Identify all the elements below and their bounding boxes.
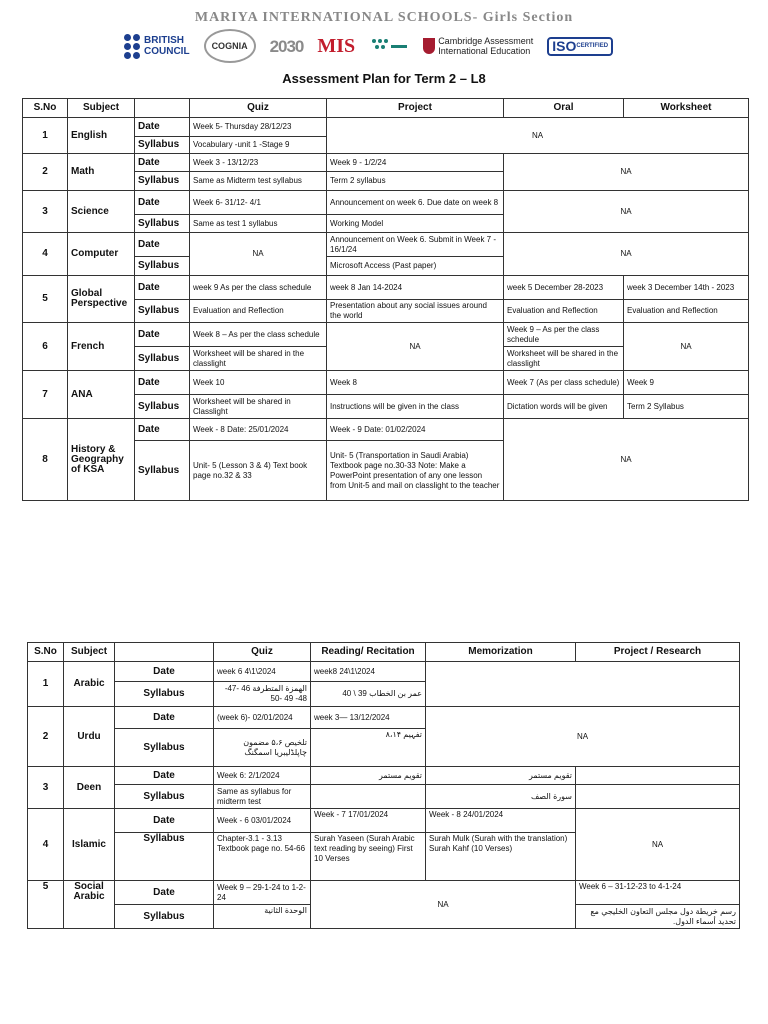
table-row: Syllabus Unit- 5 (Lesson 3 & 4) Text book page no.32 & 33 Unit- 5 (Transportation in Saudi Arabia) Textbook page no.30-33 Note: Make a PowerPoint presentation of any one lesson from Unit-5 and mail on classlight to the teacher: [23, 441, 749, 501]
table-row: 2 Math Date Week 3 - 13/12/23 Week 9 - 1/2/24 NA: [23, 154, 749, 172]
table-row: 3 Deen Date Week 6: 2/1/2024 تقویم مستمر تقویم مستمر: [28, 767, 740, 785]
table-row: Syllabus Same as test 1 syllabus Working Model: [23, 215, 749, 233]
table-row: 1 Arabic Date week 6 4\1\2024 week8 24\1\2024: [28, 662, 740, 682]
table-row: Syllabus تلخیص ۵،۶ مضمون چاپلڈلیبریا اسمگنگ تفہیم ۸،۱۴: [28, 729, 740, 767]
table-row: Syllabus Same as syllabus for midterm test سورة الصف: [28, 785, 740, 809]
table-row: 7 ANA Date Week 10 Week 8 Week 7 (As per class schedule) Week 9: [23, 371, 749, 395]
table-row: 4 Computer Date NA Announcement on Week 6. Submit in Week 7 - 16/1/24 NA: [23, 233, 749, 257]
table-row: Syllabus Same as Midterm test syllabus Term 2 syllabus: [23, 172, 749, 191]
table-row: 4 Islamic Date Week - 6 03/01/2024 Week - 7 17/01/2024 Week - 8 24/01/2024 NA: [28, 809, 740, 833]
table-row: 1 English Date Week 5- Thursday 28/12/23 NA: [23, 118, 749, 137]
table-row: Syllabus Vocabulary -unit 1 -Stage 9: [23, 137, 749, 154]
table-row: Syllabus Microsoft Access (Past paper): [23, 257, 749, 276]
table-row: Syllabus Chapter-3.1 - 3.13 Textbook page no. 54-66 Surah Yaseen (Surah Arabic text reading by seeing) First 10 Verses Surah Mulk (Surah with the translation) Surah Kahf (10 Verses): [28, 833, 740, 881]
table-row: Syllabus الهمزة المتطرفة 46 -47- 48- 49 -50 عمر بن الخطاب 39 \ 40: [28, 682, 740, 707]
table-row: Syllabus Worksheet will be shared in the classlight Worksheet will be shared in the classlight: [23, 347, 749, 371]
table-row: Syllabus Evaluation and Reflection Presentation about any social issues around the world Evaluation and Reflection Evaluation and Reflection: [23, 300, 749, 323]
assessment-table-languages: [27, 642, 740, 929]
logo-strip: [124, 27, 613, 65]
table-row: Syllabus الوحدة الثانية رسم خريطة دول مجلس التعاون الخليجي مع تحديد أسماء الدول.: [28, 905, 740, 929]
table-row: Syllabus Worksheet will be shared in Classlight Instructions will be given in the class Dictation words will be given Term 2 Syllabus: [23, 395, 749, 419]
table-row: 3 Science Date Week 6- 31/12- 4/1 Announcement on week 6. Due date on week 8 NA: [23, 191, 749, 215]
vision-2030-logo: 2030: [269, 36, 304, 56]
table-row: 5 Social Arabic Date Week 9 – 29-1-24 to 1-2-24 NA Week 6 – 31-12-23 to 4-1-24: [28, 881, 740, 905]
iso-certified-logo: ISO CERTIFIED: [547, 37, 613, 56]
british-council-dots-icon: [124, 34, 140, 59]
cognia-logo: COGNIA: [204, 29, 256, 63]
table-header-row: S.No Subject Quiz Reading/ Recitation Memorization Project / Research: [28, 643, 740, 662]
table-row: 2 Urdu Date (week 6)- 02/01/2024 week 3— 13/12/2024 NA: [28, 707, 740, 729]
school-name: MARIYA INTERNATIONAL SCHOOLS- Girls Section: [194, 10, 574, 25]
ministry-of-education-logo: [369, 36, 409, 56]
page-title: Assessment Plan for Term 2 – L8: [282, 71, 486, 86]
table-row: 8 History & Geography of KSA Date Week - 8 Date: 25/01/2024 Week - 9 Date: 01/02/2024 NA: [23, 419, 749, 441]
table-row: 5 Global Perspective Date week 9 As per the class schedule week 8 Jan 14-2024 week 5 December 28-2023 week 3 December 14th - 2023: [23, 276, 749, 300]
cambridge-shield-icon: [423, 38, 435, 54]
table-row: 6 French Date Week 8 – As per the class schedule NA Week 9 – As per the class schedule NA: [23, 323, 749, 347]
british-council-logo: BRITISH COUNCIL: [124, 34, 190, 59]
mis-logo: MIS: [317, 34, 356, 57]
table-header-row: S.No Subject Quiz Project Oral Worksheet: [23, 99, 749, 118]
assessment-table-main: [22, 98, 749, 501]
cambridge-logo: Cambridge Assessment International Education: [423, 36, 533, 56]
